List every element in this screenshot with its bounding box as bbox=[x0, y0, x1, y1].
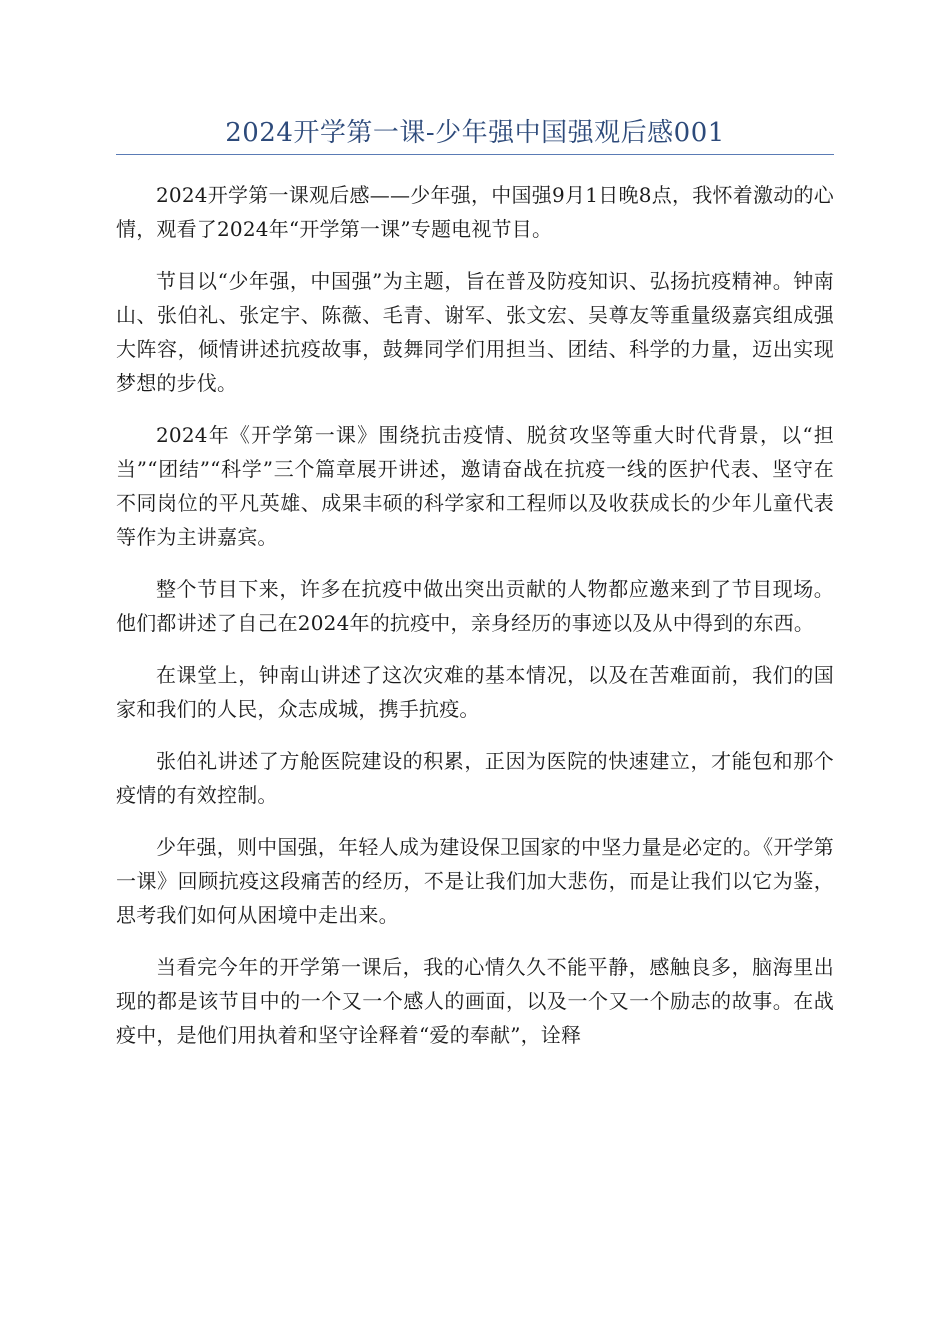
document-body bbox=[116, 178, 834, 1070]
paragraph-2: 节目以“少年强，中国强”为主题，旨在普及防疫知识、弘扬抗疫精神。钟南山、张伯礼、张定宇、陈薇、毛青、谢军、张文宏、吴尊友等重量级嘉宾组成强大阵容，倾情讲述抗疫故事，鼓舞同学们用担当、团结、科学的力量，迈出实现梦想的步伐。 bbox=[116, 269, 834, 395]
paragraph-6: 张伯礼讲述了方舱医院建设的积累，正因为医院的快速建立，才能包和那个疫情的有效控制。 bbox=[116, 749, 834, 807]
paragraph-7: 少年强，则中国强，年轻人成为建设保卫国家的中坚力量是必定的。《开学第一课》回顾抗疫这段痛苦的经历，不是让我们加大悲伤，而是让我们以它为鉴，思考我们如何从困境中走出来。 bbox=[116, 835, 834, 927]
title-underline bbox=[116, 154, 834, 155]
paragraph-1: 2024开学第一课观后感——少年强，中国强9月1日晚8点，我怀着激动的心情，观看了2024年“开学第一课”专题电视节目。 bbox=[116, 183, 834, 241]
paragraph-4: 整个节目下来，许多在抗疫中做出突出贡献的人物都应邀来到了节目现场。他们都讲述了自己在2024年的抗疫中，亲身经历的事迹以及从中得到的东西。 bbox=[116, 577, 834, 635]
paragraph-3: 2024年《开学第一课》围绕抗击疫情、脱贫攻坚等重大时代背景，以“担当”“团结”“科学”三个篇章展开讲述，邀请奋战在抗疫一线的医护代表、坚守在不同岗位的平凡英雄、成果丰硕的科学家和工程师以及收获成长的少年儿童代表等作为主讲嘉宾。 bbox=[116, 423, 834, 549]
paragraph-8: 当看完今年的开学第一课后，我的心情久久不能平静，感触良多，脑海里出现的都是该节目中的一个又一个感人的画面，以及一个又一个励志的故事。在战疫中，是他们用执着和坚守诠释着“爱的奉献”，诠释 bbox=[116, 955, 834, 1047]
paragraph-5: 在课堂上，钟南山讲述了这次灾难的基本情况，以及在苦难面前，我们的国家和我们的人民，众志成城，携手抗疫。 bbox=[116, 663, 834, 721]
document-title: 2024开学第一课-少年强中国强观后感001 bbox=[225, 118, 725, 148]
